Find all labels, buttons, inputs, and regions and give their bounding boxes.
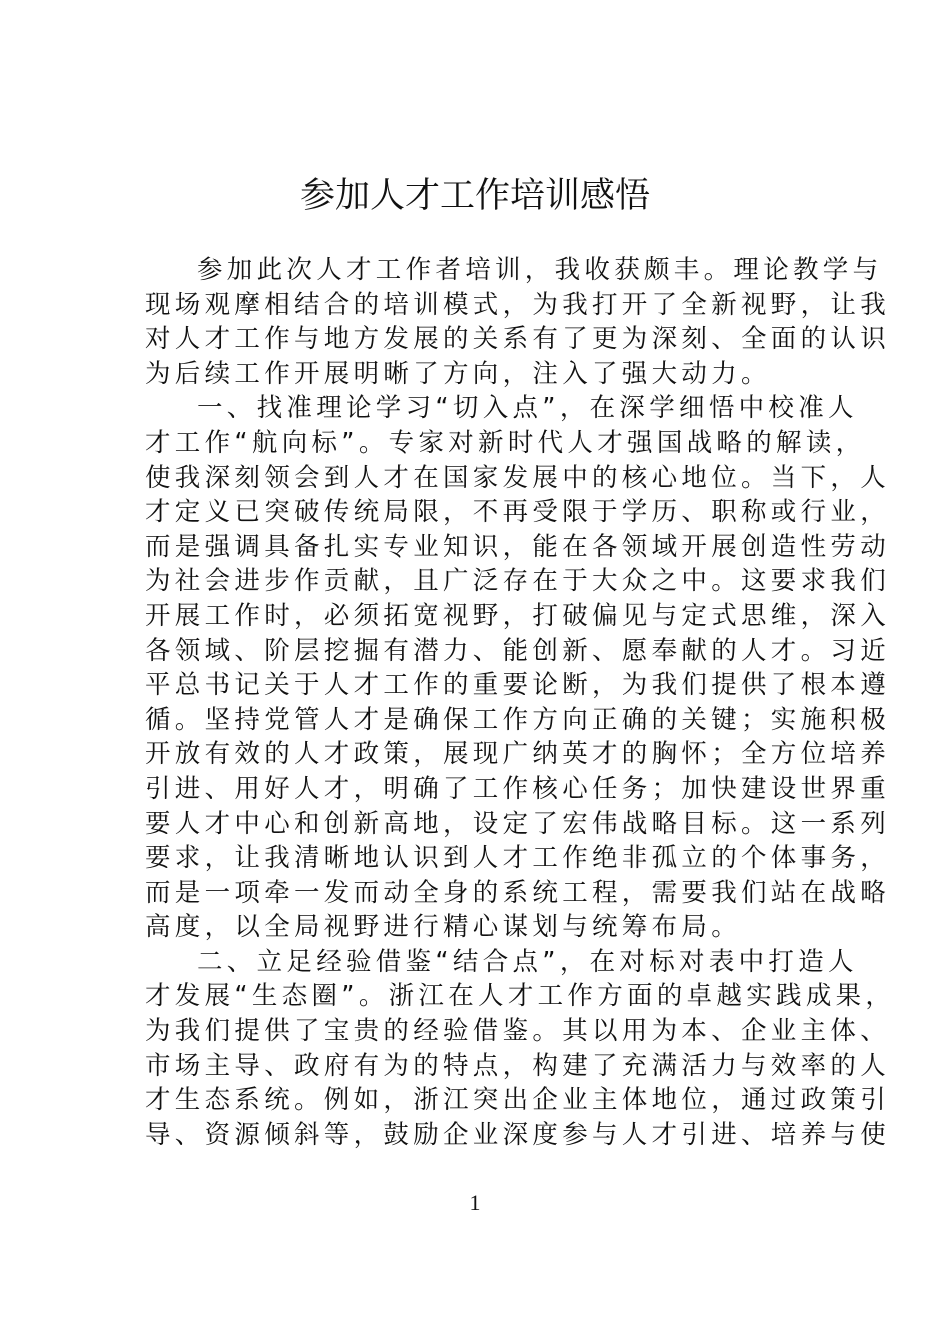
paragraph-line: 为社会进步作贡献，且广泛存在于大众之中。这要求我们: [145, 566, 891, 597]
paragraph-line: 开展工作时，必须拓宽视野，打破偏见与定式思维，深入: [145, 600, 891, 631]
paragraph-line: 要人才中心和创新高地，设定了宏伟战略目标。这一系列: [145, 808, 891, 839]
paragraph-line: 要求，让我清晰地认识到人才工作绝非孤立的个体事务，: [145, 843, 891, 874]
page-number: 1: [469, 1190, 481, 1215]
paragraph-line: 对人才工作与地方发展的关系有了更为深刻、全面的认识: [145, 324, 891, 355]
paragraph-line: 市场主导、政府有为的特点，构建了充满活力与效率的人: [145, 1050, 891, 1081]
paragraph-line: 循。坚持党管人才是确保工作方向正确的关键；实施积极: [145, 704, 891, 735]
paragraph-line: 各领域、阶层挖掘有潜力、能创新、愿奉献的人才。习近: [145, 635, 891, 666]
paragraph-line: 才定义已突破传统局限，不再受限于学历、职称或行业，: [145, 497, 891, 528]
section-heading-line: 一、找准理论学习“切入点”，在深学细悟中校准人: [197, 393, 858, 424]
paragraph-line: 导、资源倾斜等，鼓励企业深度参与人才引进、培养与使: [145, 1119, 891, 1150]
paragraph-line: 为后续工作开展明晰了方向，注入了强大动力。: [145, 358, 771, 389]
paragraph-line: 才发展“生态圈”。浙江在人才工作方面的卓越实践成果，: [145, 981, 896, 1012]
document-body: [145, 253, 896, 1152]
paragraph-line: 高度，以全局视野进行精心谋划与统筹布局。: [145, 912, 742, 943]
paragraph-line: 而是一项牵一发而动全身的系统工程，需要我们站在战略: [145, 877, 891, 908]
paragraph-line: 现场观摩相结合的培训模式，为我打开了全新视野，让我: [145, 289, 891, 320]
paragraph-line: 才工作“航向标”。专家对新时代人才强国战略的解读，: [145, 427, 866, 458]
paragraph-line: 为我们提供了宝贵的经验借鉴。其以用为本、企业主体、: [145, 1016, 891, 1047]
section-heading-line: 二、立足经验借鉴“结合点”，在对标对表中打造人: [197, 946, 858, 977]
paragraph-line: 使我深刻领会到人才在国家发展中的核心地位。当下，人: [145, 462, 891, 493]
document-title: 参加人才工作培训感悟: [299, 176, 650, 216]
paragraph-line: 参加此次人才工作者培训，我收获颇丰。理论教学与: [197, 255, 883, 285]
paragraph-line: 引进、用好人才，明确了工作核心任务；加快建设世界重: [145, 773, 891, 804]
paragraph-line: 开放有效的人才政策，展现广纳英才的胸怀；全方位培养: [145, 739, 891, 770]
paragraph-line: 平总书记关于人才工作的重要论断，为我们提供了根本遵: [145, 670, 891, 701]
paragraph-line: 才生态系统。例如，浙江突出企业主体地位，通过政策引: [145, 1085, 891, 1116]
paragraph-line: 而是强调具备扎实专业知识，能在各领域开展创造性劳动: [145, 531, 891, 562]
